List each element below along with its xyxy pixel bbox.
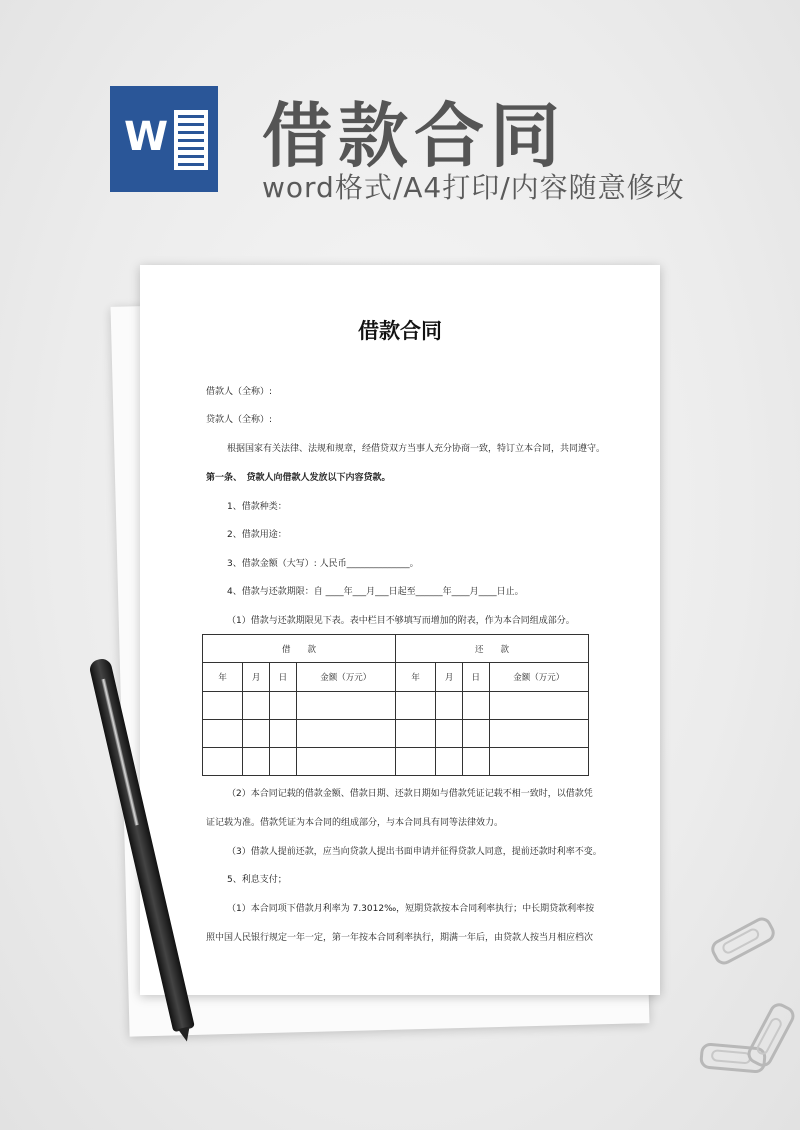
loan-purpose-line: 2、借款用途： bbox=[227, 530, 287, 540]
loan-amount-line: 3、借款金额（大写）: 人民币______________。 bbox=[227, 559, 419, 569]
note-2-line-1: （2）本合同记载的借款金额、借款日期、还款日期如与借款凭证记载不相一致时，以借款凭 bbox=[227, 789, 593, 799]
note-2-line-2: 证记载为准。借款凭证为本合同的组成部分，与本合同具有同等法律效力。 bbox=[206, 818, 504, 828]
word-logo bbox=[110, 86, 218, 192]
interest-line-1: （1）本合同项下借款月利率为 7.3012‰，短期贷款按本合同利率执行；中长期贷款利率按 bbox=[227, 904, 595, 914]
page-title: 借款合同 bbox=[262, 95, 566, 177]
lender-line: 贷款人（全称）: bbox=[206, 415, 273, 425]
document-sheet bbox=[140, 265, 660, 995]
loan-term-line: 4、借款与还款期限：自 ____年___月___日起至______年____月____日止。 bbox=[227, 587, 524, 597]
table-row bbox=[203, 720, 589, 748]
interest-line-2: 照中国人民银行规定一年一定，第一年按本合同利率执行，期满一年后，由贷款人按当月相应档次 bbox=[206, 933, 594, 943]
document-content bbox=[140, 265, 660, 995]
table-row bbox=[203, 748, 589, 776]
repay-year-header: 年 bbox=[395, 663, 435, 692]
paperclip-icon bbox=[708, 914, 778, 968]
word-logo-letter: W bbox=[124, 114, 169, 160]
article-1-heading: 第一条、 贷款人向借款人发放以下内容贷款。 bbox=[206, 473, 391, 483]
document-title: 借款合同 bbox=[358, 319, 442, 343]
borrow-amount-header: 金额（万元） bbox=[296, 663, 395, 692]
paperclip-icon bbox=[744, 1000, 798, 1070]
repay-month-header: 月 bbox=[436, 663, 463, 692]
loan-type-line: 1、借款种类： bbox=[227, 502, 287, 512]
page-subtitle: word格式/A4打印/内容随意修改 bbox=[262, 171, 685, 204]
table-header-row bbox=[203, 635, 589, 663]
borrow-month-header: 月 bbox=[243, 663, 270, 692]
borrow-day-header: 日 bbox=[270, 663, 297, 692]
intro-paragraph: 根据国家有关法律、法规和规章，经借贷双方当事人充分协商一致，特订立本合同，共同遵守。 bbox=[227, 444, 606, 454]
repay-header: 还 款 bbox=[395, 635, 588, 663]
loan-repayment-table bbox=[202, 634, 589, 776]
repay-day-header: 日 bbox=[462, 663, 489, 692]
repay-amount-header: 金额（万元） bbox=[489, 663, 588, 692]
table-subheader-row bbox=[203, 663, 589, 692]
term-table-note: （1）借款与还款期限见下表。表中栏目不够填写而增加的附表，作为本合同组成部分。 bbox=[227, 616, 575, 626]
borrow-year-header: 年 bbox=[203, 663, 243, 692]
document-lines-icon bbox=[174, 110, 208, 170]
borrower-line: 借款人（全称）: bbox=[206, 387, 273, 397]
borrow-header: 借 款 bbox=[203, 635, 396, 663]
word-logo-box bbox=[110, 86, 172, 192]
interest-heading: 5、利息支付； bbox=[227, 875, 287, 885]
table-row bbox=[203, 692, 589, 720]
note-3-line: （3）借款人提前还款，应当向贷款人提出书面申请并征得贷款人同意，提前还款时利率不变。 bbox=[227, 847, 602, 857]
